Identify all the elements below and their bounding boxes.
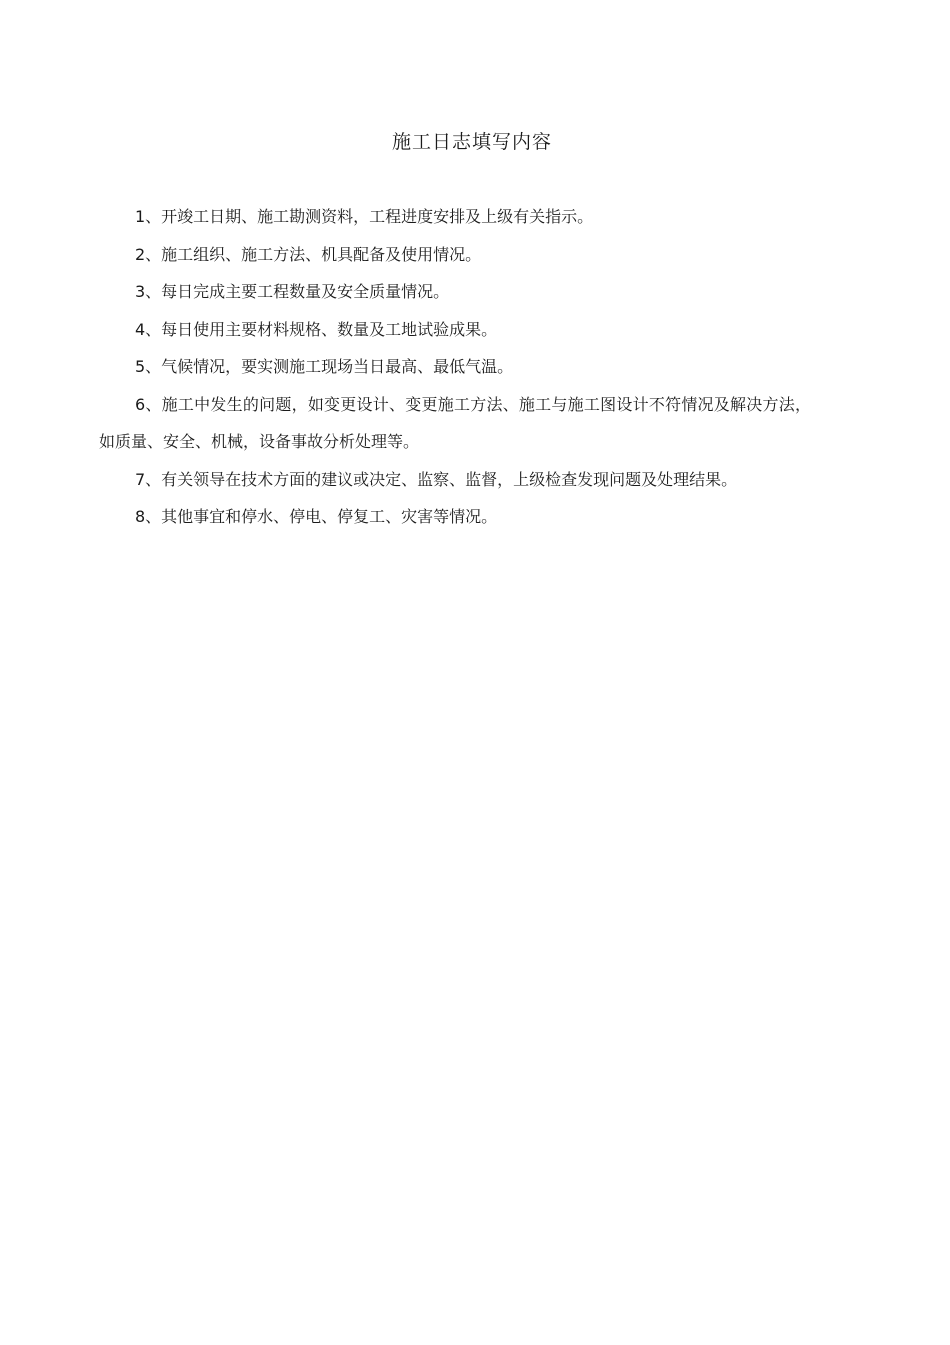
list-item-7: 7、有关领导在技术方面的建议或决定、监察、监督，上级检查发现问题及处理结果。	[135, 469, 738, 489]
list-item-6: 6、施工中发生的问题，如变更设计、变更施工方法、施工与施工图设计不符情况及解决方法，如质量、安全、机械，设备事故分析处理等。	[99, 394, 811, 451]
content-list	[99, 198, 811, 536]
list-item-1: 1、开竣工日期、施工勘测资料，工程进度安排及上级有关指示。	[135, 207, 594, 226]
list-item-4: 4、每日使用主要材料规格、数量及工地试验成果。	[135, 319, 498, 339]
list-item-8: 8、其他事宜和停水、停电、停复工、灾害等情况。	[135, 507, 498, 526]
list-item-3: 3、每日完成主要工程数量及安全质量情况。	[135, 282, 450, 301]
page-title: 施工日志填写内容	[391, 131, 552, 153]
list-item-2: 2、施工组织、施工方法、机具配备及使用情况。	[135, 244, 482, 264]
list-item-5: 5、气候情况，要实测施工现场当日最高、最低气温。	[135, 357, 514, 376]
